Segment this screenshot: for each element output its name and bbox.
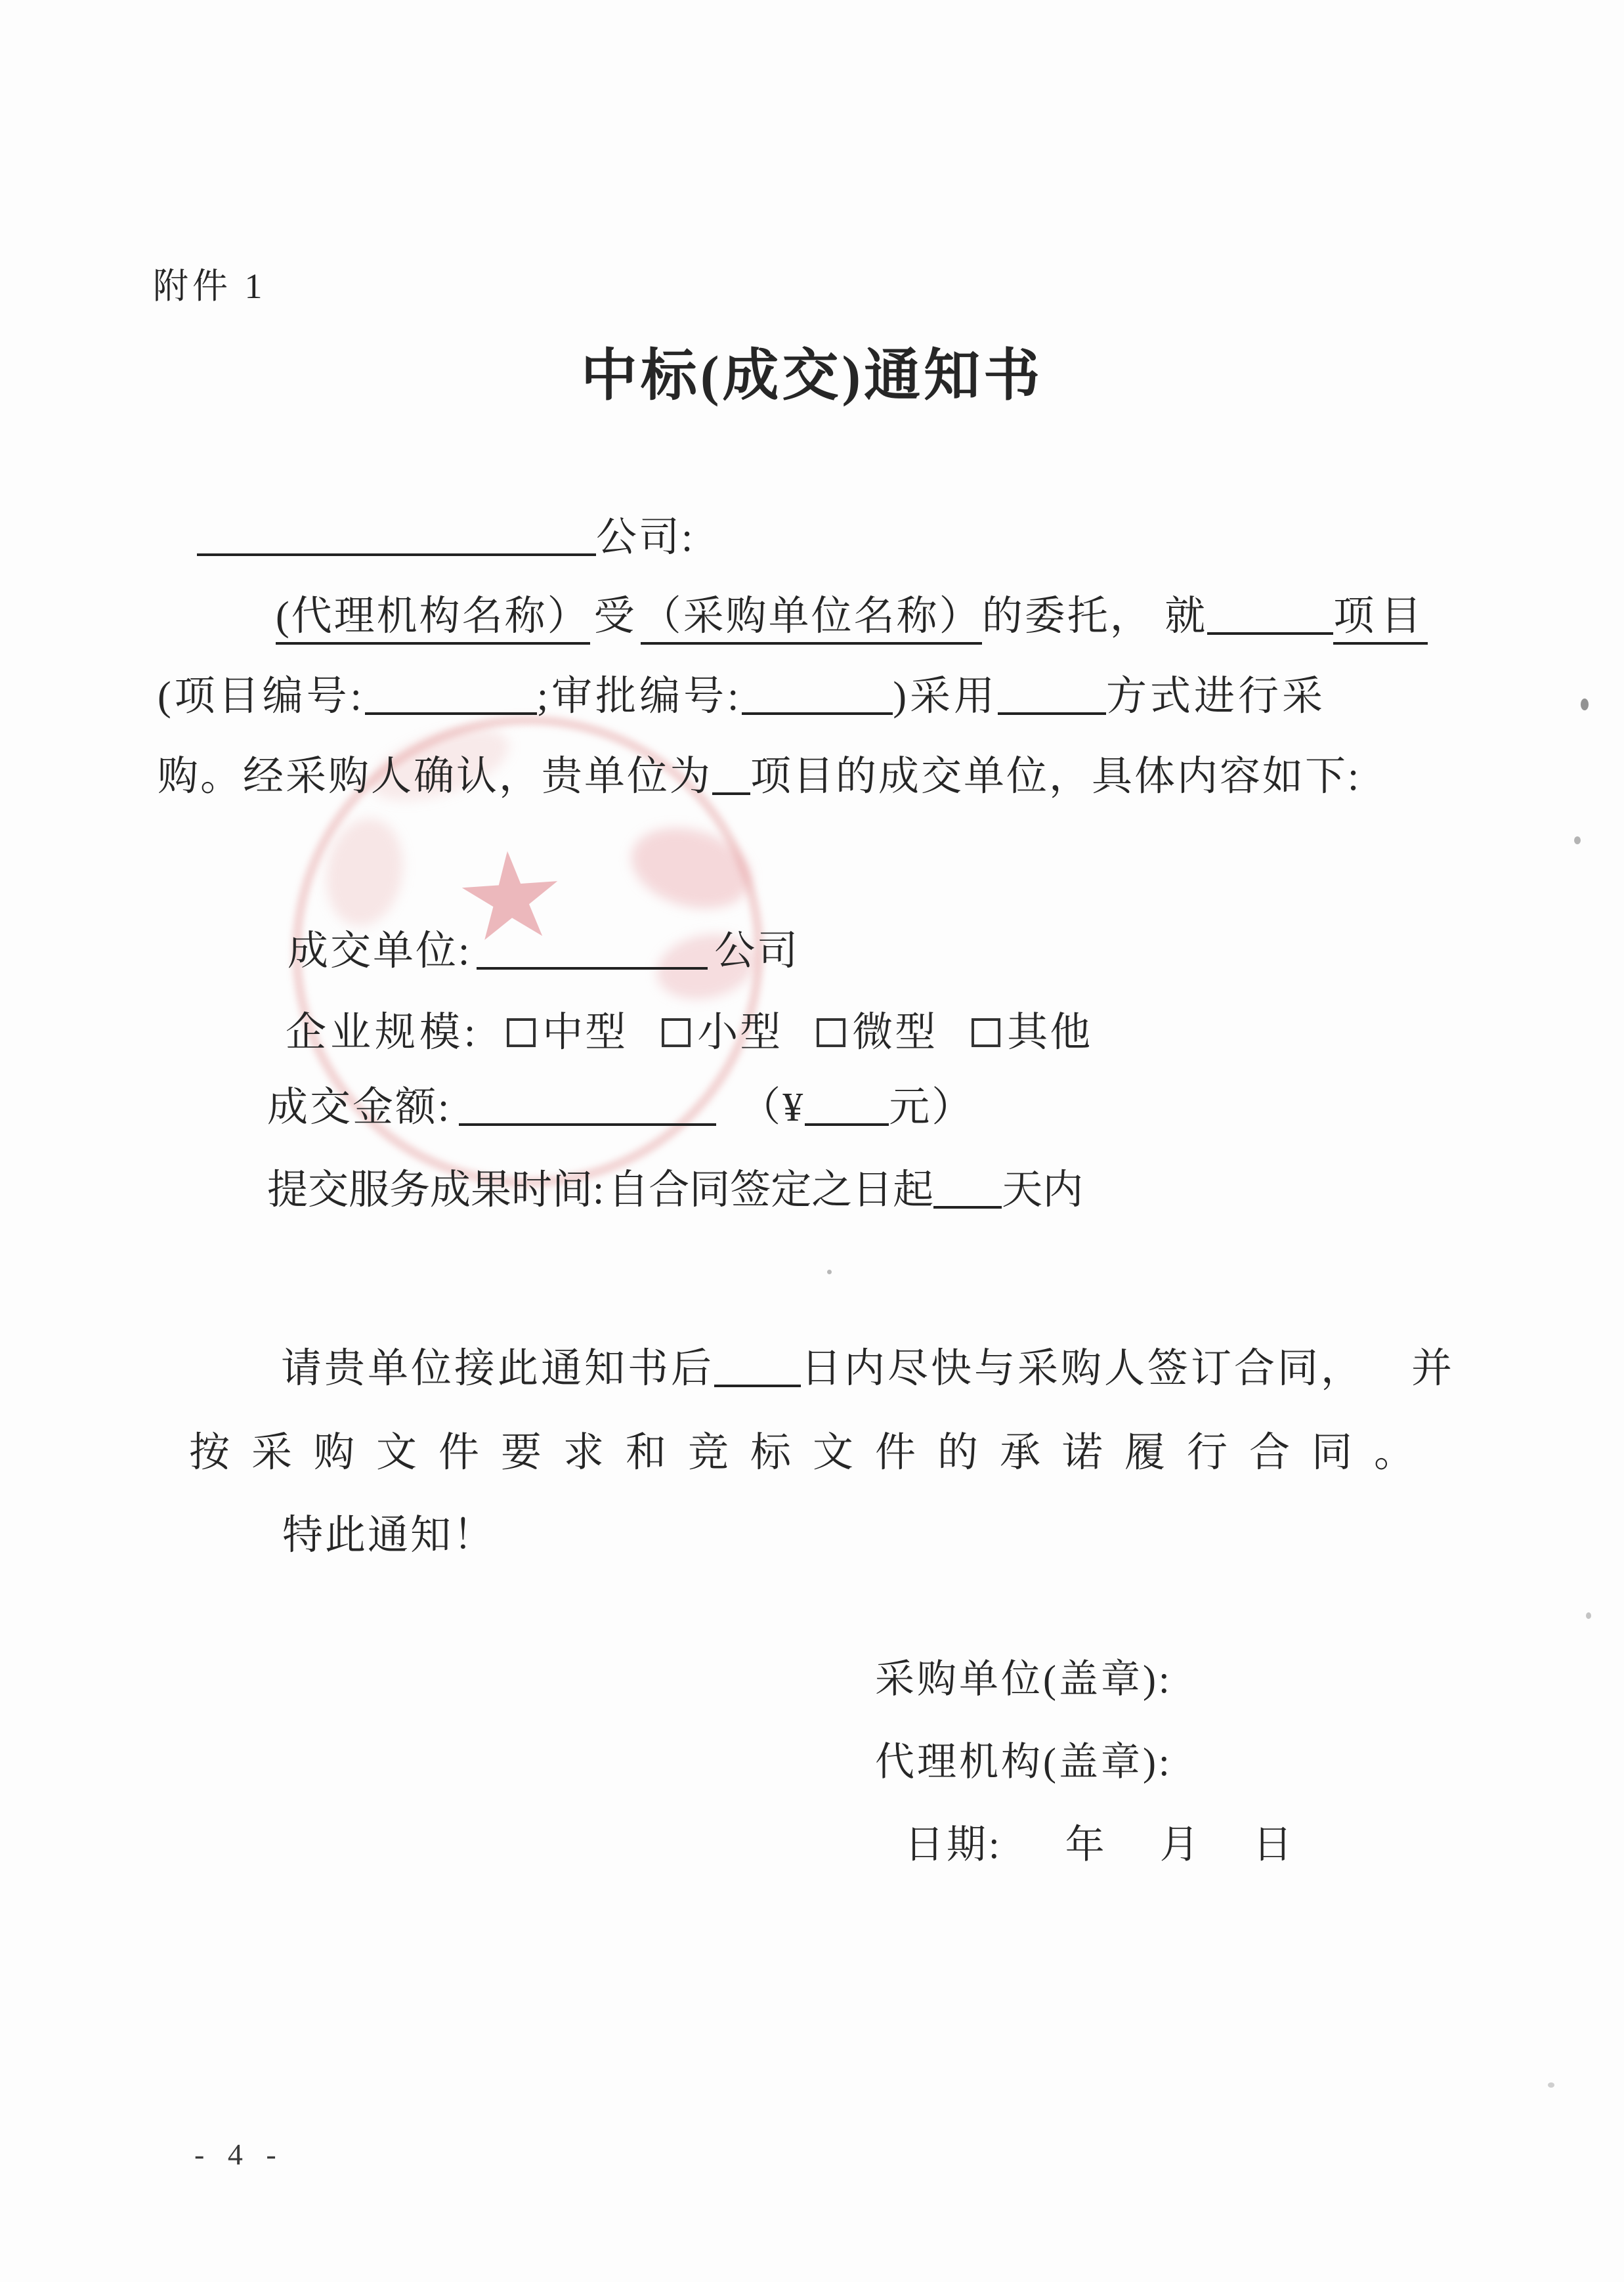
method-suffix: 方式进行采: [1105, 674, 1326, 719]
scan-speck: [827, 1270, 832, 1274]
attachment-label: 附件 1: [153, 267, 267, 306]
deal-unit-suffix: 公司: [714, 929, 800, 974]
company-label: 公司:: [596, 515, 695, 560]
purchaser-name-placeholder: （采购单位名称）: [641, 592, 982, 645]
para1-line3: [158, 752, 1361, 801]
checkbox-other[interactable]: [972, 1018, 1000, 1047]
notice-text-prefix: 请贵单位接此通知书后: [281, 1346, 715, 1391]
deal-unit-label: 成交单位:: [288, 929, 472, 974]
notice-text-end: 并: [1411, 1346, 1455, 1391]
scan-speck: [1548, 2082, 1554, 2088]
checkbox-micro[interactable]: [817, 1018, 845, 1047]
sign-days-blank[interactable]: [714, 1375, 801, 1387]
project-suffix: 项目: [1333, 592, 1428, 645]
month-label: 月: [1159, 1823, 1202, 1866]
project-short-blank[interactable]: [712, 783, 750, 795]
approval-no-blank[interactable]: [742, 703, 893, 715]
delivery-unit: 天内: [1002, 1168, 1084, 1213]
checkbox-small[interactable]: [662, 1018, 691, 1047]
delivery-days-blank[interactable]: [933, 1197, 1002, 1209]
delivery-line: [267, 1166, 1083, 1215]
method-blank[interactable]: [998, 703, 1106, 715]
approval-no-label: ;审批编号:: [536, 674, 742, 719]
para1-line1: [276, 592, 1428, 645]
amount-figure-blank[interactable]: [805, 1114, 889, 1126]
date-line: [905, 1821, 1295, 1868]
scale-option-medium: 中型: [542, 1010, 628, 1055]
confirm-text-suffix: 项目的成交单位，具体内容如下:: [750, 754, 1361, 799]
delivery-label: 提交服务成果时间:: [267, 1168, 605, 1213]
notice-text-suffix: 日内尽快与采购人签订合同，: [801, 1346, 1365, 1391]
project-name-blank[interactable]: [1207, 623, 1333, 635]
salutation-line: [197, 513, 694, 562]
agency-seal-line: 代理机构(盖章):: [875, 1740, 1172, 1784]
addressee-company-blank[interactable]: [197, 544, 596, 556]
scale-option-micro: 微型: [852, 1010, 938, 1055]
checkbox-medium[interactable]: [507, 1018, 536, 1047]
delivery-text: 自合同签定之日起: [608, 1168, 934, 1213]
page-number: - 4 -: [194, 2138, 284, 2171]
deal-unit-line: [288, 927, 800, 976]
project-no-label: (项目编号:: [158, 674, 365, 719]
year-label: 年: [1065, 1823, 1107, 1866]
purchaser-seal-line: 采购单位(盖章):: [875, 1658, 1172, 1701]
date-label: 日期:: [905, 1823, 1002, 1866]
confirm-text-prefix: 购。经采购人确认，贵单位为: [158, 754, 713, 799]
amount-currency-open: （¥: [740, 1085, 805, 1130]
entrust-text: 的委托， 就: [981, 594, 1208, 639]
enterprise-scale-line: [286, 1008, 1092, 1057]
scan-speck: [1581, 699, 1589, 710]
amount-currency-close: 元）: [889, 1085, 975, 1130]
agency-name-placeholder: (代理机构名称）: [276, 592, 590, 645]
received-text: 受: [593, 594, 637, 639]
scan-speck: [1574, 836, 1581, 844]
amount-label: 成交金额:: [267, 1085, 452, 1130]
para1-line2: [158, 672, 1326, 721]
page-title: 中标(成交)通知书: [580, 344, 1044, 407]
day-label: 日: [1252, 1823, 1295, 1866]
para2-line2: 按采购文件要求和竞标文件的承诺履行合同。: [189, 1431, 1437, 1475]
adopt-label: )采用: [893, 674, 998, 719]
para2-line1: [281, 1345, 1455, 1393]
scan-speck: [1586, 1612, 1591, 1619]
scale-label: 企业规模:: [286, 1010, 480, 1055]
deal-unit-blank[interactable]: [477, 958, 708, 970]
deal-amount-line: [267, 1083, 974, 1132]
project-no-blank[interactable]: [365, 703, 537, 715]
amount-blank[interactable]: [459, 1114, 716, 1126]
closing-statement: 特此通知！: [282, 1513, 496, 1558]
scale-option-small: 小型: [697, 1010, 783, 1055]
scale-option-other: 其他: [1007, 1010, 1093, 1055]
